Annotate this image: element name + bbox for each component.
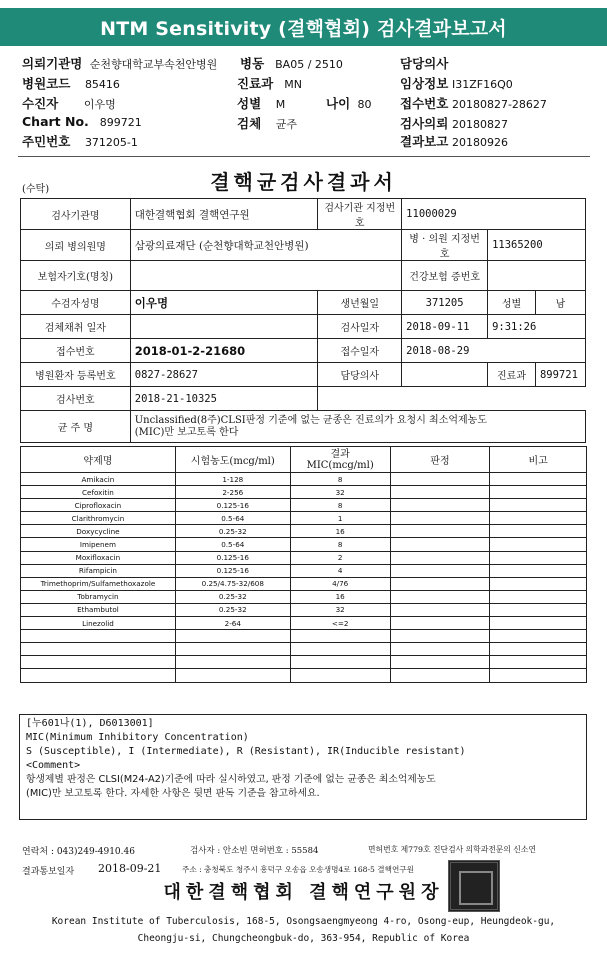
drug-cell-drug: Linezolid — [21, 617, 176, 630]
sex-field: 성별 M — [237, 96, 286, 111]
form-row: 균 주 명 Unclassified(8주)CLSI판정 기준에 없는 균종은 진료의가 요청시 최소억제농도 (MIC)만 보고토록 한다 — [21, 411, 586, 443]
drug-cell-range: 0.25/4.75-32/608 — [175, 577, 290, 590]
form-row: 검사번호 2018-21-10325 — [21, 387, 586, 411]
drug-cell-range: 0.25-32 — [175, 590, 290, 603]
drug-cell-drug: Moxifloxacin — [21, 551, 176, 564]
address-kr: 주소 : 충청북도 청주시 흥덕구 오송읍 오송생명4로 168-5 결핵연구원 — [182, 865, 414, 874]
outsourced-tag: (수탁) — [22, 184, 50, 195]
note-line: 항생제별 판정은 CLSI(M24-A2)기준에 따라 실시하였고, 판정 기준에 없는 균종은 최소억제농도 — [26, 774, 436, 785]
note-line: (MIC)만 보고토록 한다. 자세한 사항은 뒷면 판독 기준을 참고하세요. — [26, 788, 320, 799]
drug-table — [20, 446, 587, 683]
doctor-field: 담당의사 — [400, 56, 449, 71]
drug-row — [21, 525, 587, 538]
drug-cell-range: 0.25-32 — [175, 603, 290, 616]
drug-cell-mic: 4/76 — [290, 577, 390, 590]
receipt-field: 접수번호 20180827-28627 — [400, 96, 547, 111]
address-en-2: Cheongju-si, Chungcheongbuk-do, 363-954, Republic of Korea — [137, 933, 470, 944]
drug-cell-drug: Rifampicin — [21, 564, 176, 577]
drug-cell-range: 0.125-16 — [175, 564, 290, 577]
drug-cell-range: 2-256 — [175, 486, 290, 499]
drug-row — [21, 512, 587, 525]
drug-cell-mic: 8 — [290, 473, 390, 486]
drug-cell-drug: Amikacin — [21, 473, 176, 486]
drug-cell-mic: 8 — [290, 499, 390, 512]
drug-table-header: 약제명 시험농도(mcg/ml) 결과 MIC(mcg/ml) 판정 비고 — [21, 447, 587, 473]
note-line: [누601나(1), D6013001] — [26, 718, 154, 729]
age-field: 나이 80 — [326, 96, 372, 111]
drug-cell-drug: Clarithromycin — [21, 512, 176, 525]
id-field: 주민번호 371205-1 — [22, 134, 138, 149]
drug-row — [21, 590, 587, 603]
form-row: 검체채취 일자 검사일자 2018-09-11 9:31:26 — [21, 315, 586, 339]
form-row: 검사기관명 대한결핵협회 결핵연구원 검사기관 지정번호 11000029 — [21, 199, 586, 230]
drug-row — [21, 669, 587, 682]
drug-row — [21, 486, 587, 499]
drug-row — [21, 564, 587, 577]
drug-cell-mic: 16 — [290, 590, 390, 603]
patient-field: 수진자 이우명 — [22, 96, 116, 111]
drug-cell-drug: Doxycycline — [21, 525, 176, 538]
drug-cell-range: 0.25-32 — [175, 525, 290, 538]
drug-cell-range: 0.5-64 — [175, 538, 290, 551]
dept-field: 진료과 MN — [237, 76, 302, 91]
institute-name: 대한결핵협회 결핵연구원장 — [163, 882, 444, 903]
note-line: S (Susceptible), I (Intermediate), R (Resistant), IR(Inducible resistant) — [26, 746, 466, 757]
ward-field: 병동 BA05 / 2510 — [240, 56, 343, 71]
drug-row — [21, 577, 587, 590]
drug-cell-drug: Cefoxitin — [21, 486, 176, 499]
drug-cell-range: 0.5-64 — [175, 512, 290, 525]
result-form-table — [20, 198, 586, 443]
report-date-label: 결과통보일자 — [22, 867, 75, 877]
drug-cell-mic: 32 — [290, 603, 390, 616]
drug-row — [21, 643, 587, 656]
specialist-text: 면허번호 제779호 진단검사 의학과전문의 신소연 — [368, 845, 536, 854]
drug-cell-drug: Trimethoprim/Sulfamethoxazole — [21, 577, 176, 590]
drug-cell-mic: 32 — [290, 486, 390, 499]
drug-cell-mic: 4 — [290, 564, 390, 577]
notes-box — [19, 714, 587, 820]
clinical-field: 임상정보 I31ZF16Q0 — [400, 76, 513, 91]
form-row: 접수번호 2018-01-2-21680 접수일자 2018-08-29 — [21, 339, 586, 363]
specimen-field: 검체 균주 — [237, 116, 298, 131]
drug-cell-range: 2-64 — [175, 617, 290, 630]
drug-row — [21, 630, 587, 643]
drug-row — [21, 499, 587, 512]
address-en-1: Korean Institute of Tuberculosis, 168-5, Osongsaengmyeong 4-ro, Osong-eup, Heungdeok-gu, — [51, 916, 556, 927]
drug-row — [21, 473, 587, 486]
note-line: MIC(Minimum Inhibitory Concentration) — [26, 732, 249, 743]
drug-row — [21, 617, 587, 630]
drug-cell-range: 1-128 — [175, 473, 290, 486]
report-banner: NTM Sensitivity (결핵협회) 검사결과보고서 — [0, 8, 607, 46]
chart-field: Chart No. 899721 — [22, 114, 142, 129]
drug-cell-drug: Tobramycin — [21, 590, 176, 603]
drug-cell-mic: <=2 — [290, 617, 390, 630]
form-row: 병원환자 등록번호 0827-28627 담당의사 진료과 899721 — [21, 363, 586, 387]
drug-row — [21, 551, 587, 564]
report-date-field: 결과보고 20180926 — [400, 134, 508, 149]
divider — [18, 156, 590, 157]
drug-cell-drug: Ethambutol — [21, 603, 176, 616]
drug-row — [21, 538, 587, 551]
drug-row — [21, 603, 587, 616]
drug-row — [21, 656, 587, 669]
document-title: 결핵균검사결과서 — [210, 170, 397, 194]
drug-cell-drug: Ciprofloxacin — [21, 499, 176, 512]
contact-text: 연락처 : 043)249-4910.46 — [22, 847, 135, 857]
drug-cell-mic: 2 — [290, 551, 390, 564]
request-field: 검사의뢰 20180827 — [400, 116, 508, 131]
note-line: <Comment> — [26, 760, 81, 771]
drug-cell-mic: 8 — [290, 538, 390, 551]
drug-cell-drug: Imipenem — [21, 538, 176, 551]
tester-text: 검사자 : 안소빈 면허번호 : 55584 — [190, 846, 319, 856]
drug-cell-mic: 16 — [290, 525, 390, 538]
drug-cell-range: 0.125-16 — [175, 551, 290, 564]
drug-cell-range: 0.125-16 — [175, 499, 290, 512]
org-field: 의뢰기관명 순천향대학교부속천안병원 — [22, 56, 218, 71]
report-date: 2018-09-21 — [98, 862, 162, 875]
form-row: 보험자기호(명칭) 건강보험 증번호 — [21, 261, 586, 291]
hosp-code-field: 병원코드 85416 — [22, 76, 120, 91]
drug-cell-mic: 1 — [290, 512, 390, 525]
form-row: 수검자성명 이우명 생년월일 371205 성별 남 — [21, 291, 586, 315]
form-row: 의뢰 병의원명 삼광의료재단 (순천향대학교천안병원) 병 · 의원 지정번호 11365200 — [21, 230, 586, 261]
